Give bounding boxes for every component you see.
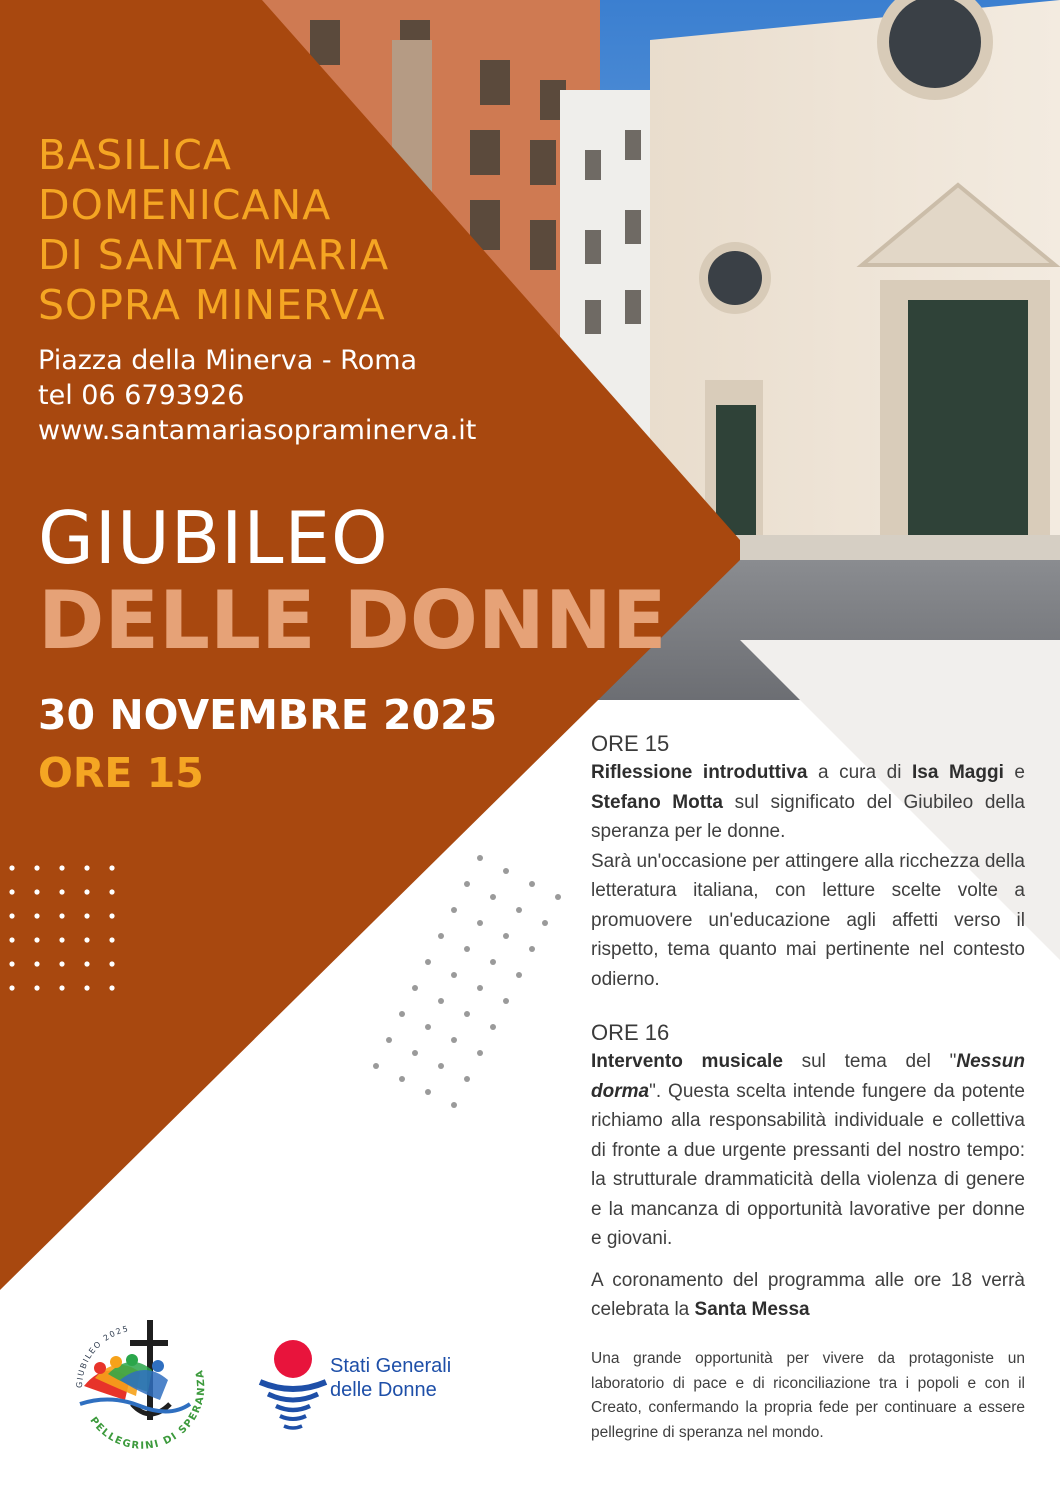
- sgd-wordmark: [330, 1354, 451, 1402]
- highlight-nessun-dorma: Nessun dorma: [591, 1051, 1025, 1102]
- decor-dot: [516, 972, 522, 978]
- church-name-line-3: DI SANTA MARIA: [38, 231, 390, 279]
- decor-dot: [464, 946, 470, 952]
- decor-dot: [464, 881, 470, 887]
- decor-dot: [451, 1037, 457, 1043]
- decor-dot: [529, 946, 535, 952]
- text-fragment: sul tema del ": [782, 1051, 957, 1072]
- decor-dot: [438, 1063, 444, 1069]
- decor-dot: [451, 1102, 457, 1108]
- decor-dot: [503, 998, 509, 1004]
- speaker-isa-maggi: Isa Maggi: [912, 762, 1004, 783]
- section-1-intro: [591, 758, 1025, 847]
- jubilee-2025-logo: [60, 1300, 220, 1460]
- jubilee-arc-top-text: GIUBILEO 2025: [74, 1324, 131, 1389]
- decor-dot: [503, 868, 509, 874]
- phone: tel 06 6793926: [38, 380, 245, 411]
- church-name-line-2: DOMENICANA: [38, 181, 332, 229]
- church-name-line-4: SOPRA MINERVA: [38, 281, 386, 329]
- section-heading-ore-16: ORE 16: [591, 1020, 670, 1045]
- event-time: ORE 15: [38, 749, 204, 797]
- decor-dot: [529, 881, 535, 887]
- highlight-santa-messa: Santa Messa: [694, 1299, 810, 1320]
- decor-dot: [399, 1011, 405, 1017]
- decor-dot: [438, 933, 444, 939]
- sgd-line-1: Stati Generali: [330, 1355, 452, 1377]
- jubilee-arc-bottom-text: PELLEGRINI DI SPERANZA: [87, 1367, 208, 1452]
- website-link[interactable]: www.santamariasopraminerva.it: [38, 415, 477, 446]
- text-fragment: sul significato del Giubileo della speranza per le donne.: [591, 791, 1025, 842]
- decor-dot: [477, 855, 483, 861]
- decor-dot: [425, 1089, 431, 1095]
- program: [591, 730, 1025, 1325]
- text-fragment: A coronamento del programma alle ore 18 verrà celebrata la: [591, 1269, 1025, 1320]
- decor-dot: [451, 907, 457, 913]
- event-date: 30 NOVEMBRE 2025: [38, 691, 498, 739]
- mass-announcement: [591, 1266, 1025, 1325]
- decor-dot: [477, 1050, 483, 1056]
- decor-dot: [399, 1076, 405, 1082]
- event-title-line-2: DELLE DONNE: [38, 574, 667, 667]
- section-heading-ore-15: ORE 15: [591, 731, 670, 756]
- text-fragment: a cura di: [807, 762, 912, 783]
- section-1-body: Sarà un'occasione per attingere alla ricchezza della letteratura italiana, con letture scelte volte a promuovere un'educazione agli affetti verso il rispetto, tema quanto mai pertinente nel contesto odierno.: [591, 850, 1025, 990]
- decor-dot: [451, 972, 457, 978]
- decor-dot: [490, 959, 496, 965]
- decor-dot: [412, 985, 418, 991]
- decor-dot: [490, 894, 496, 900]
- closing-paragraph: Una grande opportunità per vivere da protagoniste un laboratorio di pace e di riconciliazione tra i popoli e con il Creato, confermando la propria fede per continuare a essere pellegrine di speranza nel mondo.: [591, 1350, 1025, 1441]
- decor-dot: [490, 1024, 496, 1030]
- highlight-riflessione: Riflessione introduttiva: [591, 762, 808, 783]
- text-fragment: e: [1003, 762, 1026, 783]
- speaker-stefano-motta: Stefano Motta: [591, 791, 723, 813]
- event-title-line-1: GIUBILEO: [38, 496, 389, 580]
- decor-dot: [438, 998, 444, 1004]
- church-name-line-1: BASILICA: [38, 131, 232, 179]
- decor-dot: [373, 1063, 379, 1069]
- section-2-body: [591, 1047, 1025, 1254]
- decor-dot: [477, 985, 483, 991]
- decor-dot: [412, 1050, 418, 1056]
- decor-dot: [425, 1024, 431, 1030]
- decor-dot: [425, 959, 431, 965]
- decor-dot: [503, 933, 509, 939]
- highlight-intervento-musicale: Intervento musicale: [591, 1051, 783, 1072]
- decor-dot: [464, 1076, 470, 1082]
- decor-dot: [555, 894, 561, 900]
- decor-dot: [542, 920, 548, 926]
- decor-dot: [386, 1037, 392, 1043]
- text-fragment: ". Questa scelta intende fungere da potente richiamo alla responsabilità individuale e collettiva di fronte a due urgente pressanti del nostro tempo: la strutturale drammaticità della violenza di genere e la mancanza di opportunità lavorative per donne e giovani.: [591, 1080, 1025, 1249]
- sgd-line-2: delle Donne: [330, 1379, 437, 1401]
- decor-dot: [464, 1011, 470, 1017]
- decor-dot: [516, 907, 522, 913]
- address: Piazza della Minerva - Roma: [38, 345, 418, 376]
- decor-dot: [477, 920, 483, 926]
